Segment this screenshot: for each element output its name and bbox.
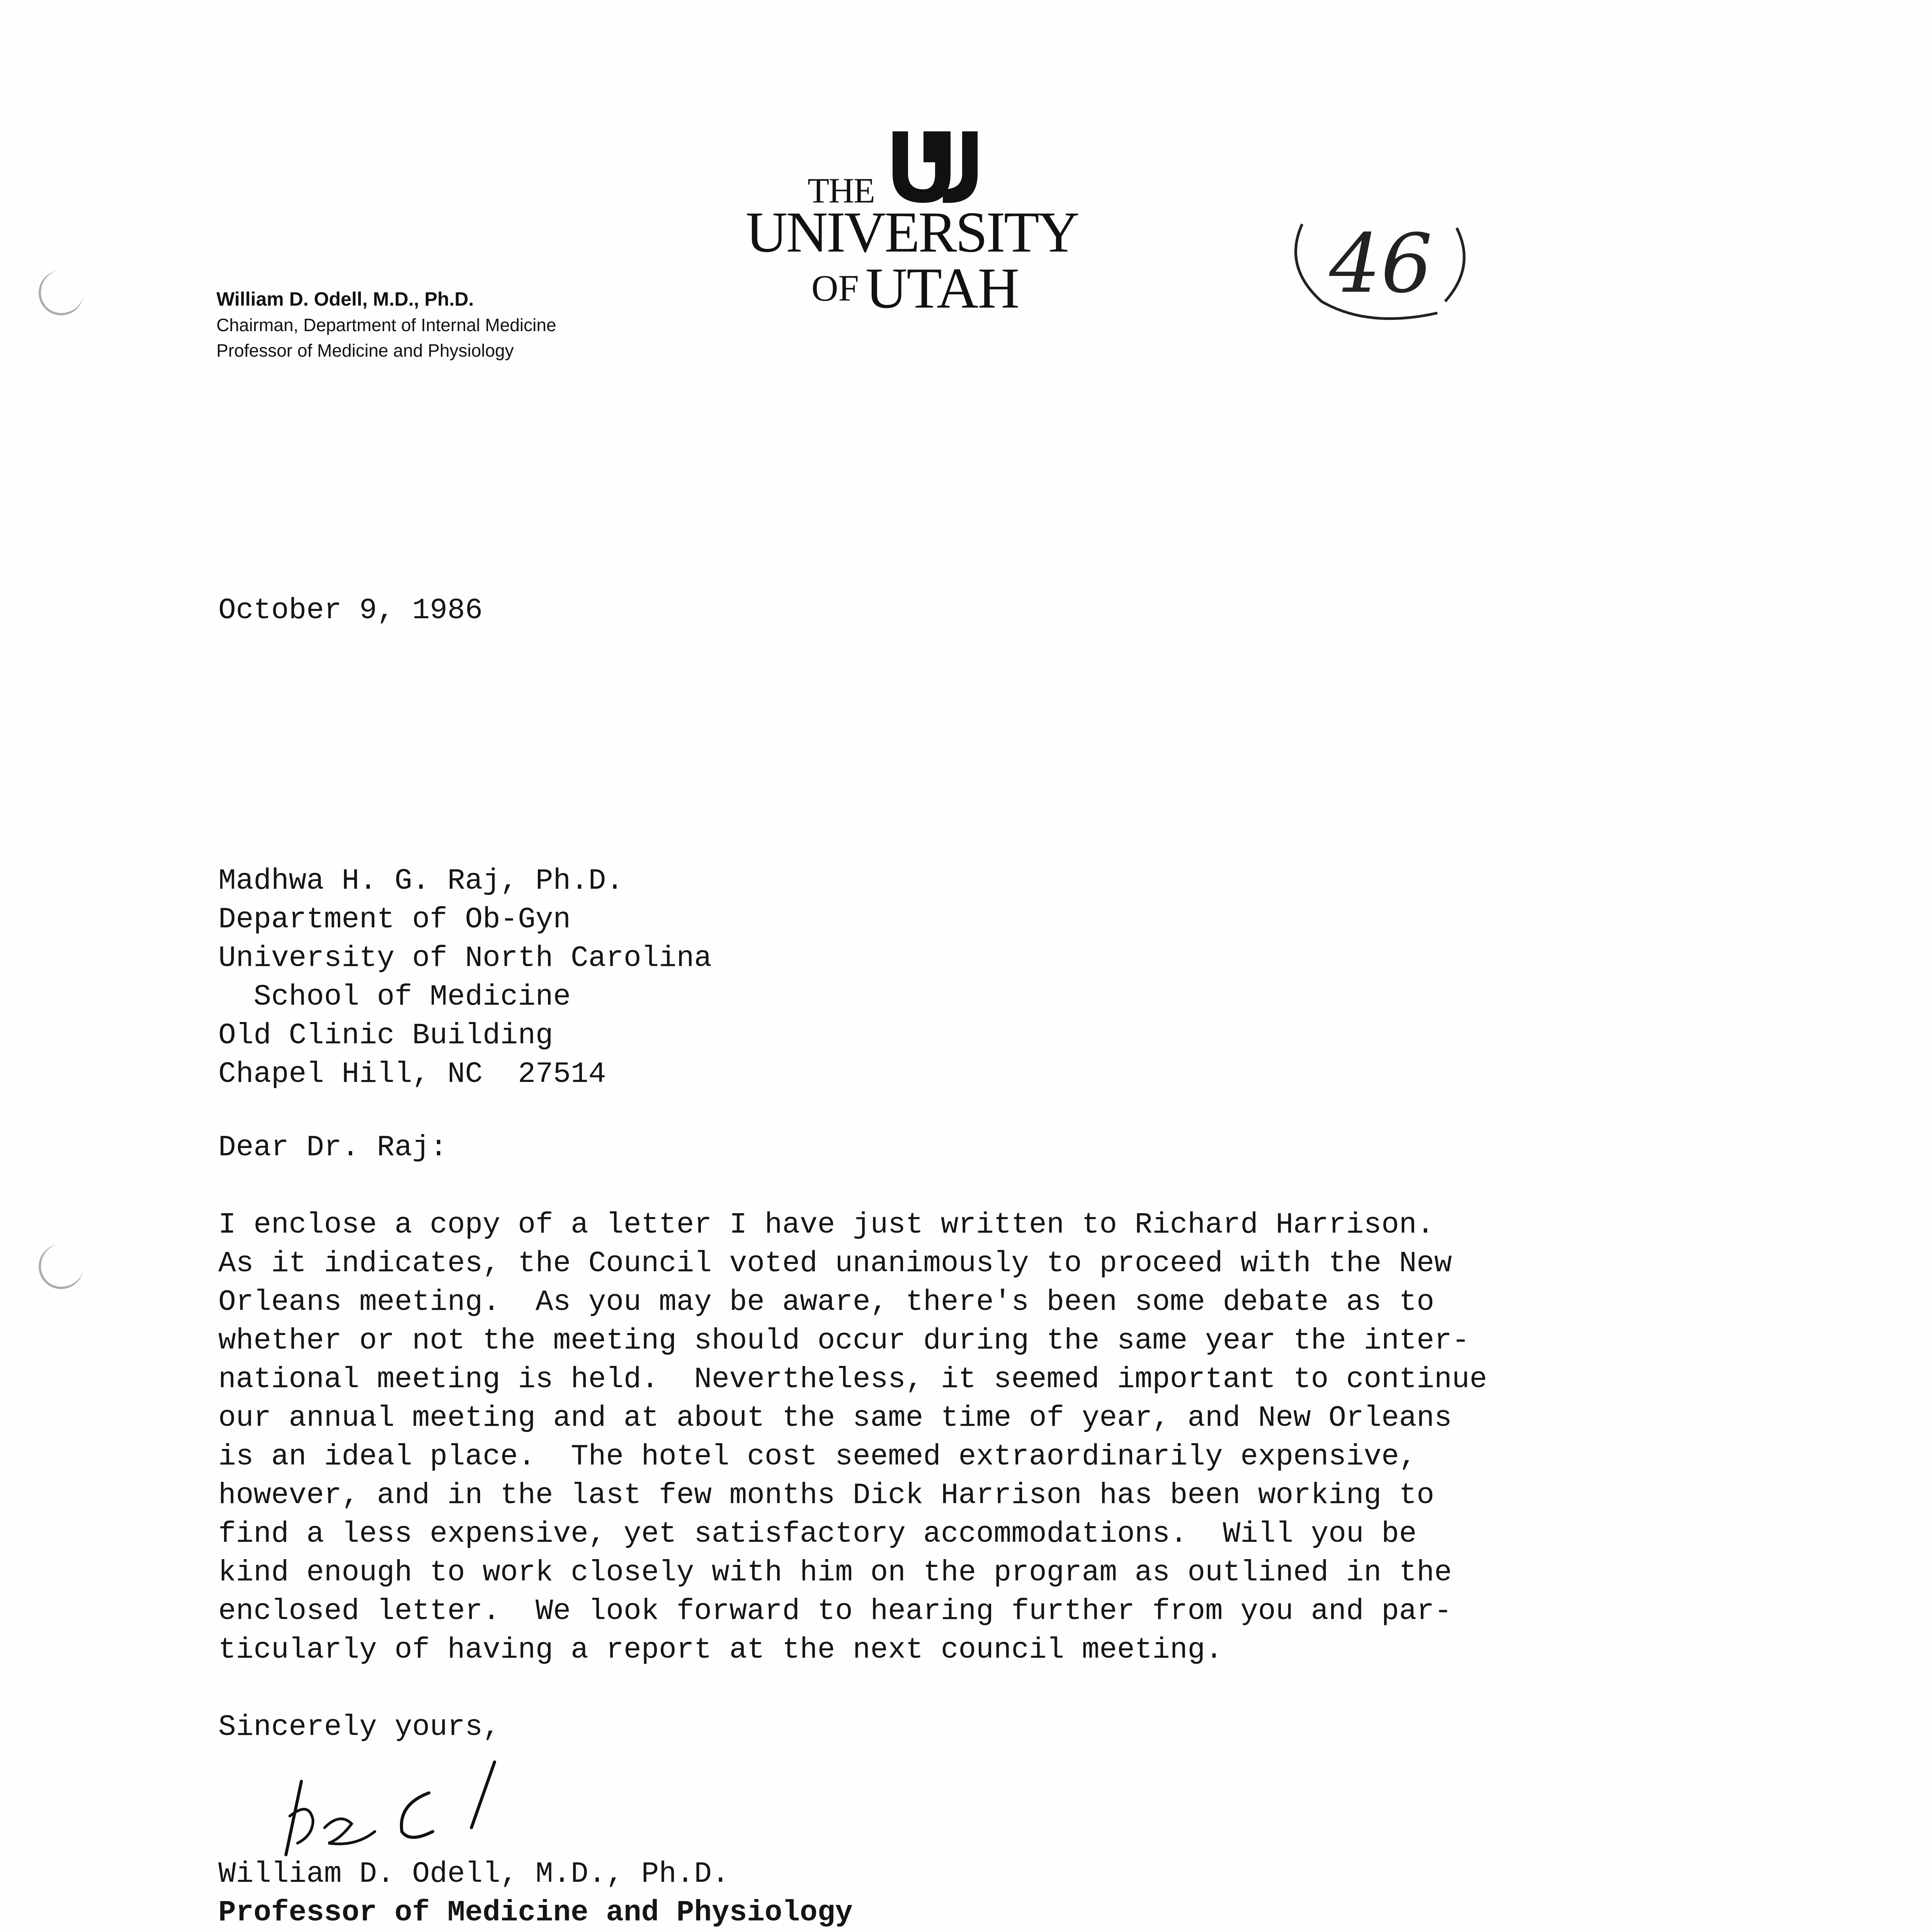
punch-hole-middle (39, 1244, 83, 1289)
sender-name: William D. Odell, M.D., Ph.D. (216, 288, 474, 310)
recipient-line: Chapel Hill, NC 27514 (218, 1058, 606, 1091)
handwritten-signature (263, 1754, 541, 1862)
body-line: As it indicates, the Council voted unanimously to proceed with the New (218, 1247, 1452, 1280)
recipient-line: Old Clinic Building (218, 1019, 553, 1052)
recipient-address (218, 862, 712, 1094)
university-emblem-icon (885, 128, 985, 205)
logo-university: UNIVERSITY (746, 200, 1078, 264)
signer-name: William D. Odell, M.D., Ph.D. (218, 1857, 730, 1891)
letterhead-sender (216, 286, 556, 363)
recipient-line: Department of Ob-Gyn (218, 903, 571, 936)
body-line: I enclose a copy of a letter I have just written to Richard Harrison. (218, 1208, 1434, 1242)
recipient-line: School of Medicine (218, 980, 571, 1014)
salutation: Dear Dr. Raj: (218, 1131, 447, 1164)
punch-hole-top (39, 270, 83, 315)
body-line: our annual meeting and at about the same time of year, and New Orleans (218, 1401, 1452, 1435)
body-line: Orleans meeting. As you may be aware, there's been some debate as to (218, 1286, 1434, 1319)
body-line: is an ideal place. The hotel cost seemed extraordinarily expensive, (218, 1440, 1417, 1473)
letter-date: October 9, 1986 (218, 594, 483, 627)
recipient-line: University of North Carolina (218, 942, 712, 975)
signature-block (218, 1855, 941, 1932)
handwritten-file-number: 46 (1329, 216, 1433, 311)
signer-title-professor: Professor of Medicine and Physiology (218, 1896, 853, 1929)
recipient-line: Madhwa H. G. Raj, Ph.D. (218, 864, 624, 898)
body-line: whether or not the meeting should occur during the same year the inter- (218, 1324, 1470, 1357)
university-logo (746, 128, 1078, 336)
logo-of: OF (811, 267, 859, 309)
sender-title-professor: Professor of Medicine and Physiology (216, 340, 514, 361)
body-line: enclosed letter. We look forward to hearing further from you and par- (218, 1595, 1452, 1628)
logo-the: THE (808, 171, 874, 210)
body-line: ticularly of having a report at the next council meeting. (218, 1633, 1223, 1667)
body-line: however, and in the last few months Dick Harrison has been working to (218, 1479, 1434, 1512)
body-line: find a less expensive, yet satisfactory accommodations. Will you be (218, 1517, 1417, 1551)
letter-body (218, 1206, 1656, 1669)
body-line: kind enough to work closely with him on the program as outlined in the (218, 1556, 1452, 1589)
closing: Sincerely yours, (218, 1711, 500, 1744)
logo-utah: UTAH (866, 256, 1019, 320)
body-line: national meeting is held. Nevertheless, it seemed important to continue (218, 1363, 1487, 1396)
sender-title-chairman: Chairman, Department of Internal Medicine (216, 315, 556, 335)
